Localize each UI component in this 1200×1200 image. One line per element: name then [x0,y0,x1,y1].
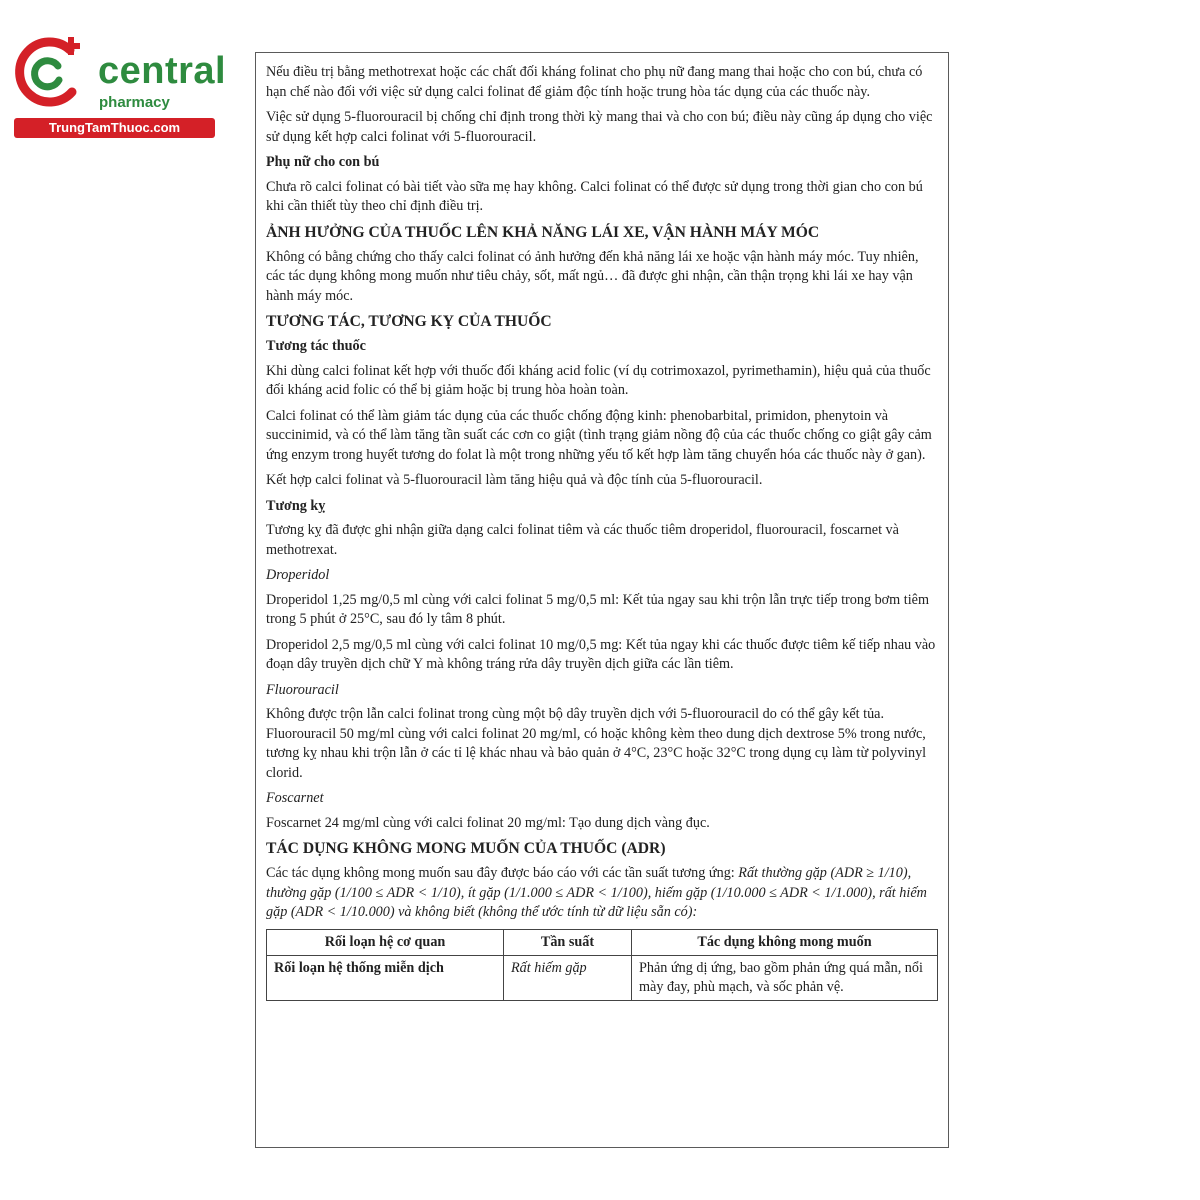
table-cell-frequency: Rất hiếm gặp [504,955,632,1000]
logo-sub-text: pharmacy [99,94,170,111]
paragraph: Chưa rõ calci folinat có bài tiết vào sữa mẹ hay không. Calci folinat có thể được sử dụng trong thời gian cho con bú khi cần thiết tùy theo chỉ định điều trị. [266,178,923,214]
paragraph: Việc sử dụng 5-fluorouracil bị chống chỉ định trong thời kỳ mang thai và cho con bú; điều này cũng áp dụng cho việc sử dụng kết hợp calci folinat với 5-fluorouracil. [266,109,933,145]
paragraph: Không có bằng chứng cho thấy calci folinat có ảnh hưởng đến khả năng lái xe hoặc vận hành máy móc. Tuy nhiên, các tác dụng không mong muốn như tiêu chảy, sốt, mất ngủ… đã được ghi nhận, cần thận trọng khi lái xe hay vận hành máy móc. [266,248,919,304]
leaflet-page [255,52,949,1148]
paragraph: Tương kỵ đã được ghi nhận giữa dạng calci folinat tiêm và các thuốc tiêm droperidol, fluorouracil, foscarnet và methotrexat. [266,522,899,558]
paragraph: Không được trộn lẫn calci folinat trong cùng một bộ dây truyền dịch với 5-fluorouracil do có thể gây kết tủa. Fluorouracil 50 mg/ml cùng với calci folinat 20 mg/ml, có hoặc không kèm theo dung dịch dextrose 5% trong nước, tương kỵ nhau khi trộn lẫn ở các tỉ lệ khác nhau và bảo quản ở 4°C, 23°C hoặc 32°C trong dụng cụ làm từ polyvinyl clorid. [266,706,927,781]
subheading-droperidol: Droperidol [266,567,330,583]
section-heading-interactions: TƯƠNG TÁC, TƯƠNG KỴ CỦA THUỐC [266,313,552,330]
paragraph: Foscarnet 24 mg/ml cùng với calci folinat 20 mg/ml: Tạo dung dịch vàng đục. [266,814,710,831]
paragraph: Calci folinat có thể làm giảm tác dụng của các thuốc chống động kinh: phenobarbital, primidon, phenytoin và succinimid, và có thể làm tăng tần suất các cơn co giật (tình trạng giảm nồng độ của các thuốc chống co giật gây cảm ứng enzym trong huyết tương do folat là một trong những yếu tố kết hợp làm tăng chuyển hóa các thuốc này ở gan). [266,407,932,463]
subheading-breastfeeding: Phụ nữ cho con bú [266,154,380,170]
paragraph: Kết hợp calci folinat và 5-fluorouracil làm tăng hiệu quả và độc tính của 5-fluorouracil. [266,472,763,488]
adr-frequency-text: Rất thường gặp (ADR ≥ 1/10), thường gặp (1/100 ≤ ADR < 1/10), ít gặp (1/1.000 ≤ ADR < 1/100), hiếm gặp (1/10.000 ≤ ADR < 1/1.000), rất hiếm gặp (ADR < 1/10.000) và không biết (không thể ước tính từ dữ liệu sẵn có): [266,865,927,920]
pharmacy-logo [8,32,227,142]
subheading-drug-interactions: Tương tác thuốc [266,338,366,354]
paragraph: Droperidol 2,5 mg/0,5 ml cùng với calci folinat 10 mg/0,5 mg: Kết tủa ngay khi các thuốc được tiêm kế tiếp nhau vào đoạn dây truyền dịch chữ Y mà không tráng rửa dây truyền dịch giữa các lần tiêm. [266,636,936,672]
table-row [267,955,938,1000]
table-cell-effect: Phản ứng dị ứng, bao gồm phản ứng quá mẫn, nổi mày đay, phù mạch, và sốc phản vệ. [632,955,938,1000]
logo-brand-text: central [98,50,227,92]
table-header-cell: Tác dụng không mong muốn [632,929,938,955]
table-cell-organ-system: Rối loạn hệ thống miễn dịch [267,955,504,1000]
section-heading-driving: ẢNH HƯỞNG CỦA THUỐC LÊN KHẢ NĂNG LÁI XE, VẬN HÀNH MÁY MÓC [266,223,820,241]
paragraph: Nếu điều trị bằng methotrexat hoặc các chất đối kháng folinat cho phụ nữ đang mang thai hoặc cho con bú, chưa có hạn chế nào đối với việc sử dụng calci folinat để giảm độc tính hoặc trung hòa tác dụng của các thuốc này. [266,64,923,100]
paragraph: Droperidol 1,25 mg/0,5 ml cùng với calci folinat 5 mg/0,5 ml: Kết tủa ngay sau khi trộn lẫn trực tiếp trong bơm tiêm trong 5 phút ở 25°C, sau đó ly tâm 8 phút. [266,591,929,627]
paragraph: Khi dùng calci folinat kết hợp với thuốc đối kháng acid folic (ví dụ cotrimoxazol, pyrimethamin), hiệu quả của thuốc đối kháng acid folic có thể bị giảm hoặc bị trung hòa hoàn toàn. [266,362,931,398]
table-header-cell: Rối loạn hệ cơ quan [267,929,504,955]
subheading-incompatibility: Tương kỵ [266,497,326,514]
paragraph-adr-intro [266,864,938,923]
subheading-fluorouracil: Fluorouracil [266,681,339,698]
logo-url-badge: TrungTamThuoc.com [14,118,215,138]
subheading-foscarnet: Foscarnet [266,790,324,806]
table-header-row [267,929,938,955]
section-heading-adr: TÁC DỤNG KHÔNG MONG MUỐN CỦA THUỐC (ADR) [266,840,666,857]
adr-intro-text: Các tác dụng không mong muốn sau đây được báo cáo với các tần suất tương ứng: [266,865,735,881]
logo-mark-icon [8,32,98,116]
table-header-cell: Tần suất [504,929,632,955]
adr-table [266,929,938,1001]
